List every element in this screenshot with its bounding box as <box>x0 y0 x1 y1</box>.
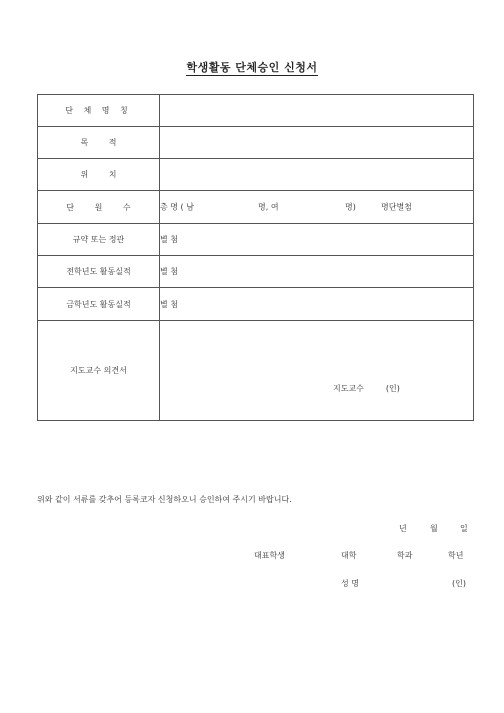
bylaws-label: 규약 또는 정관 <box>38 224 160 256</box>
rep-student-label: 대표학생 <box>254 551 285 560</box>
form-title: 학생활동 단체승인 신청서 <box>186 61 318 74</box>
row-members <box>38 191 474 224</box>
advisor-opinion-field[interactable] <box>160 321 474 421</box>
date-year: 년 <box>399 524 407 533</box>
this-year-field[interactable]: 별 첨 <box>160 288 474 321</box>
prev-year-field[interactable]: 별 첨 <box>160 256 474 288</box>
row-prev-year <box>38 256 474 288</box>
members-label: 단 원 수 <box>38 191 160 224</box>
application-table <box>37 94 474 421</box>
prev-year-label: 전학년도 활동실적 <box>38 256 160 288</box>
applicant-seal: (인) <box>452 579 466 588</box>
advisor-signature <box>333 383 400 394</box>
members-attachment: 명단별첨 <box>381 202 412 212</box>
date-day: 일 <box>460 524 468 533</box>
members-total: 총 명 ( 남 <box>160 202 194 212</box>
row-location <box>38 159 474 191</box>
row-bylaws <box>38 224 474 256</box>
this-year-label: 금학년도 활동실적 <box>38 288 160 321</box>
advisor-sign-label: 지도교수 <box>333 384 364 393</box>
advisor-opinion-label: 지도교수 의견서 <box>38 321 160 421</box>
location-label: 위 치 <box>38 159 160 191</box>
group-name-label: 단 체 명 칭 <box>38 95 160 127</box>
purpose-label: 목 적 <box>38 127 160 159</box>
grade-label: 학년 <box>448 551 464 560</box>
members-field[interactable] <box>160 191 474 224</box>
members-female: 명) <box>345 202 356 212</box>
department-label: 학과 <box>397 551 413 560</box>
purpose-field[interactable] <box>160 127 474 159</box>
request-statement: 위와 같이 서류를 갖추어 등록코자 신청하오니 승인하여 주시기 바랍니다. <box>37 495 292 504</box>
row-this-year <box>38 288 474 321</box>
date-month: 월 <box>430 524 438 533</box>
row-advisor-opinion <box>38 321 474 421</box>
members-male: 명, 여 <box>258 202 279 212</box>
row-purpose <box>38 127 474 159</box>
name-label: 성 명 <box>341 579 359 588</box>
group-name-field[interactable] <box>160 95 474 127</box>
advisor-seal: (인) <box>385 384 400 393</box>
row-group-name <box>38 95 474 127</box>
bylaws-field[interactable]: 별 첨 <box>160 224 474 256</box>
college-label: 대학 <box>341 551 357 560</box>
location-field[interactable] <box>160 159 474 191</box>
